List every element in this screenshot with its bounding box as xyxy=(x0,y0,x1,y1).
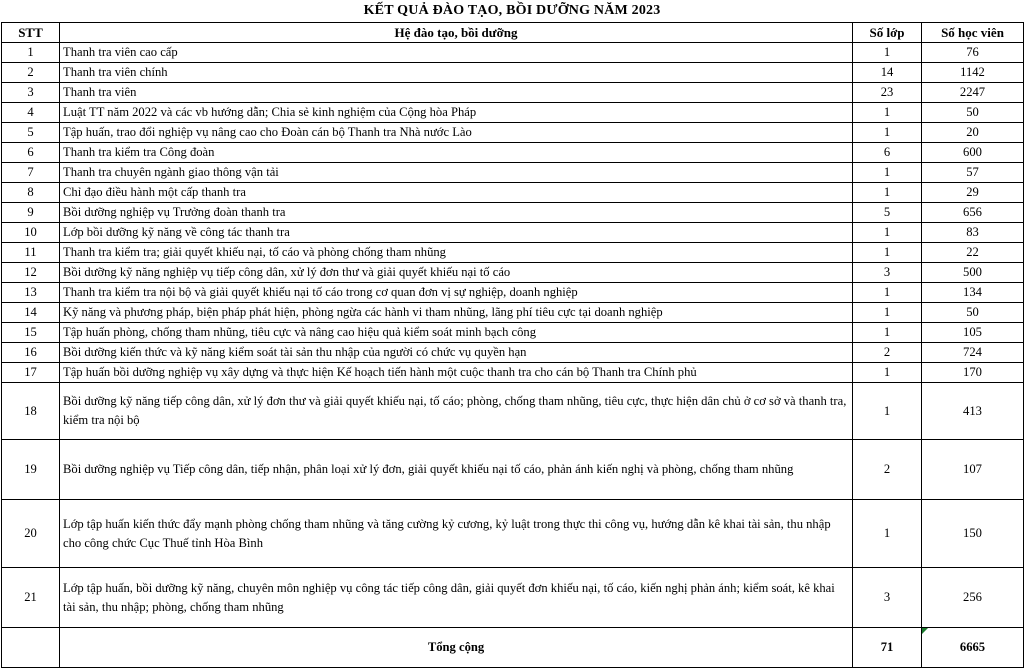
table-row xyxy=(2,63,1024,83)
row-students: 105 xyxy=(922,323,1024,343)
row-students: 29 xyxy=(922,183,1024,203)
row-classes: 1 xyxy=(853,323,922,343)
table-row xyxy=(2,223,1024,243)
table-row xyxy=(2,323,1024,343)
row-students: 724 xyxy=(922,343,1024,363)
row-stt: 11 xyxy=(2,243,60,263)
header-students: Số học viên xyxy=(922,23,1024,43)
row-students: 22 xyxy=(922,243,1024,263)
row-classes: 2 xyxy=(853,343,922,363)
table-row xyxy=(2,283,1024,303)
row-classes: 1 xyxy=(853,103,922,123)
row-stt: 20 xyxy=(2,500,60,568)
row-stt: 14 xyxy=(2,303,60,323)
table-row xyxy=(2,343,1024,363)
row-students: 50 xyxy=(922,303,1024,323)
row-students: 107 xyxy=(922,440,1024,500)
row-students: 500 xyxy=(922,263,1024,283)
row-classes: 3 xyxy=(853,568,922,628)
total-students: 6665 xyxy=(922,628,1024,668)
row-classes: 5 xyxy=(853,203,922,223)
row-classes: 1 xyxy=(853,243,922,263)
row-program: Tập huấn phòng, chống tham nhũng, tiêu cực và nâng cao hiệu quả kiểm soát minh bạch công xyxy=(60,323,853,343)
table-row xyxy=(2,383,1024,440)
row-program: Lớp tập huấn kiến thức đẩy mạnh phòng chống tham nhũng và tăng cường kỷ cương, kỷ luật trong thực thi công vụ, hướng dẫn kê khai tài sản, thu nhập cho công chức Cục Thuế tỉnh Hòa Bình xyxy=(60,500,853,568)
row-program: Bồi dưỡng kỹ năng nghiệp vụ tiếp công dân, xử lý đơn thư và giải quyết khiếu nại tố cáo xyxy=(60,263,853,283)
row-classes: 1 xyxy=(853,163,922,183)
table-row xyxy=(2,363,1024,383)
row-classes: 1 xyxy=(853,363,922,383)
row-students: 76 xyxy=(922,43,1024,63)
table-row xyxy=(2,103,1024,123)
row-classes: 6 xyxy=(853,143,922,163)
row-students: 50 xyxy=(922,103,1024,123)
page-title: KẾT QUẢ ĐÀO TẠO, BỒI DƯỠNG NĂM 2023 xyxy=(363,3,661,18)
row-program: Thanh tra chuyên ngành giao thông vận tải xyxy=(60,163,853,183)
row-program: Bồi dưỡng kiến thức và kỹ năng kiểm soát tài sản thu nhập của người có chức vụ quyền hạn xyxy=(60,343,853,363)
row-students: 413 xyxy=(922,383,1024,440)
row-stt: 7 xyxy=(2,163,60,183)
table-row xyxy=(2,163,1024,183)
row-stt: 1 xyxy=(2,43,60,63)
table-body xyxy=(2,43,1024,668)
row-students: 600 xyxy=(922,143,1024,163)
row-students: 20 xyxy=(922,123,1024,143)
row-students: 150 xyxy=(922,500,1024,568)
header-row xyxy=(2,23,1024,43)
row-stt: 17 xyxy=(2,363,60,383)
row-program: Bồi dưỡng nghiệp vụ Tiếp công dân, tiếp nhận, phân loại xử lý đơn, giải quyết khiếu nại tố cáo, phản ánh kiến nghị và phòng, chống tham nhũng xyxy=(60,440,853,500)
training-results-table xyxy=(1,22,1024,668)
row-stt: 8 xyxy=(2,183,60,203)
row-stt: 18 xyxy=(2,383,60,440)
table-row xyxy=(2,123,1024,143)
row-stt: 15 xyxy=(2,323,60,343)
row-program: Bồi dưỡng kỹ năng tiếp công dân, xử lý đơn thư và giải quyết khiếu nại, tố cáo; phòng, chống tham nhũng, tiêu cực, thực hiện dân chủ ở cơ sở và thanh tra, kiểm tra nội bộ xyxy=(60,383,853,440)
table-row xyxy=(2,303,1024,323)
total-row xyxy=(2,628,1024,668)
row-classes: 1 xyxy=(853,303,922,323)
row-program: Bồi dưỡng nghiệp vụ Trưởng đoàn thanh tra xyxy=(60,203,853,223)
row-program: Lớp tập huấn, bồi dưỡng kỹ năng, chuyên môn nghiệp vụ công tác tiếp công dân, giải quyết đơn khiếu nại, tố cáo, kiến nghị phản ánh; kiểm soát, kê khai tài sản, thu nhập; phòng, chống tham nhũng xyxy=(60,568,853,628)
row-classes: 1 xyxy=(853,123,922,143)
row-classes: 23 xyxy=(853,83,922,103)
row-students: 57 xyxy=(922,163,1024,183)
table-row xyxy=(2,440,1024,500)
row-students: 1142 xyxy=(922,63,1024,83)
row-program: Luật TT năm 2022 và các vb hướng dẫn; Chia sẻ kinh nghiệm của Cộng hòa Pháp xyxy=(60,103,853,123)
row-classes: 1 xyxy=(853,43,922,63)
table-row xyxy=(2,263,1024,283)
row-classes: 1 xyxy=(853,383,922,440)
table-row xyxy=(2,43,1024,63)
row-program: Kỹ năng và phương pháp, biện pháp phát hiện, phòng ngừa các hành vi tham nhũng, lãng phí tiêu cực tại doanh nghiệp xyxy=(60,303,853,323)
table-row xyxy=(2,500,1024,568)
row-program: Thanh tra kiểm tra Công đoàn xyxy=(60,143,853,163)
row-students: 656 xyxy=(922,203,1024,223)
total-label: Tổng cộng xyxy=(60,628,853,668)
row-stt: 6 xyxy=(2,143,60,163)
row-classes: 2 xyxy=(853,440,922,500)
row-stt: 16 xyxy=(2,343,60,363)
table-row xyxy=(2,183,1024,203)
row-stt: 3 xyxy=(2,83,60,103)
row-stt: 10 xyxy=(2,223,60,243)
table-row xyxy=(2,568,1024,628)
row-classes: 1 xyxy=(853,223,922,243)
row-students: 170 xyxy=(922,363,1024,383)
row-stt: 12 xyxy=(2,263,60,283)
row-program: Chỉ đạo điều hành một cấp thanh tra xyxy=(60,183,853,203)
row-students: 2247 xyxy=(922,83,1024,103)
row-stt: 19 xyxy=(2,440,60,500)
row-stt: 4 xyxy=(2,103,60,123)
row-program: Thanh tra viên chính xyxy=(60,63,853,83)
total-classes: 71 xyxy=(853,628,922,668)
row-classes: 1 xyxy=(853,500,922,568)
table-row xyxy=(2,143,1024,163)
row-classes: 3 xyxy=(853,263,922,283)
row-program: Lớp bồi dưỡng kỹ năng về công tác thanh tra xyxy=(60,223,853,243)
row-stt: 2 xyxy=(2,63,60,83)
row-program: Thanh tra viên cao cấp xyxy=(60,43,853,63)
row-program: Thanh tra kiểm tra; giải quyết khiếu nại, tố cáo và phòng chống tham nhũng xyxy=(60,243,853,263)
table-row xyxy=(2,83,1024,103)
total-empty-cell xyxy=(2,628,60,668)
header-classes: Số lớp xyxy=(853,23,922,43)
row-program: Thanh tra viên xyxy=(60,83,853,103)
header-stt: STT xyxy=(2,23,60,43)
row-classes: 1 xyxy=(853,283,922,303)
row-students: 83 xyxy=(922,223,1024,243)
row-stt: 5 xyxy=(2,123,60,143)
row-stt: 21 xyxy=(2,568,60,628)
row-students: 256 xyxy=(922,568,1024,628)
row-program: Tập huấn, trao đổi nghiệp vụ nâng cao cho Đoàn cán bộ Thanh tra Nhà nước Lào xyxy=(60,123,853,143)
row-stt: 13 xyxy=(2,283,60,303)
row-program: Tập huấn bồi dưỡng nghiệp vụ xây dựng và thực hiện Kế hoạch tiến hành một cuộc thanh tra cho cán bộ Thanh tra Chính phủ xyxy=(60,363,853,383)
table-row xyxy=(2,243,1024,263)
row-classes: 1 xyxy=(853,183,922,203)
row-students: 134 xyxy=(922,283,1024,303)
header-program: Hệ đào tạo, bồi dưỡng xyxy=(60,23,853,43)
row-stt: 9 xyxy=(2,203,60,223)
table-row xyxy=(2,203,1024,223)
row-program: Thanh tra kiểm tra nội bộ và giải quyết khiếu nại tố cáo trong cơ quan đơn vị sự nghiệp, doanh nghiệp xyxy=(60,283,853,303)
row-classes: 14 xyxy=(853,63,922,83)
